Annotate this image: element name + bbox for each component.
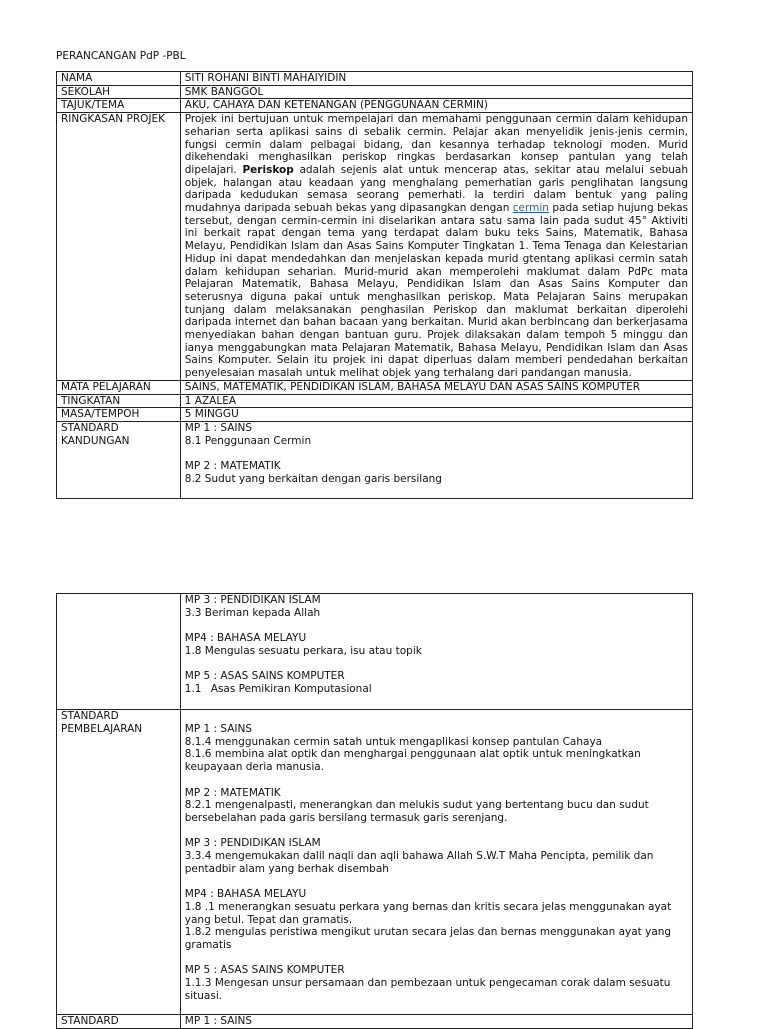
table-row-pembelajaran [57,710,693,1015]
mp-item: 8.1.6 membina alat optik dan menghargai penggunaan alat optik untuk meningkatkan keupayaan deria manusia. [184,748,641,774]
mp-title: MP4 : BAHASA MELAYU [184,888,307,901]
table-row-masa [57,408,693,422]
tajuk-label: TAJUK/TEMA [57,99,181,113]
table-row-mata [57,380,693,394]
mata-label: MATA PELAJARAN [57,380,181,394]
empty-label-cell [57,594,181,710]
standard-kandungan-value [180,421,692,498]
mp-title: MP 2 : MATEMATIK [184,786,281,799]
mp-item: 8.1.4 menggunakan cermin satah untuk mengaplikasi konsep pantulan Cahaya [184,735,603,748]
mp-title: MP 5 : ASAS SAINS KOMPUTER [184,964,345,977]
standard-kandungan-label [57,421,181,498]
mp-title: MP 5 : ASAS SAINS KOMPUTER [184,670,345,683]
cermin-link[interactable]: cermin [512,202,549,215]
table-row-standard-kandungan [57,421,693,498]
label-line: STANDARD [61,421,119,434]
plan-table-2 [56,593,693,1029]
label-line: KANDUNGAN [61,434,130,447]
ringkasan-label: RINGKASAN PROJEK [57,113,181,381]
mp-item: 8.1 Penggunaan Cermin [184,434,312,447]
kandungan-cont-value [180,594,692,710]
mp-item: 1.8.2 mengulas peristiwa mengikut urutan secara jelas dan bernas menggunakan ayat yang gramatis [184,926,672,951]
table-row-tingkatan [57,394,693,408]
mp-item: 1.8 .1 menerangkan sesuatu perkara yang bernas dan kritis secara jelas menggunakan ayat yang betul. Tepat dan gramatis. [184,900,672,926]
next-standard-value: MP 1 : SAINS [180,1015,692,1029]
pembelajaran-label [57,710,181,1015]
ringkasan-part1: Projek ini bertujuan untuk mempelajari dan memahami penggunaan cermin dalam kehidupan seharian serta aplikasi sains di sebalik cermin. Pelajar akan menyelidik jenis-jenis cermin, fungsi cermin dalam pelbagai bidang, dan kesannya terhadap teknologi moden. Murid dikehendaki menghasilkan periskop ringkas berdasarkan konsep pantulan yang telah dipelajari. [184,113,688,176]
item-number: 1.1 [184,682,202,695]
label-line: STANDARD [61,710,119,722]
plan-table-1 [56,71,693,499]
table-row-tajuk [57,99,693,113]
next-standard-label: STANDARD [57,1015,181,1029]
tingkatan-label: TINGKATAN [57,394,181,408]
mp-item: 3.3.4 mengemukakan dalil naqli dan aqli bahawa Allah S.W.T Maha Pencipta, pemilik dan pentadbir alam yang berhak disembah [184,850,654,875]
tajuk-value: AKU, CAHAYA DAN KETENANGAN (PENGGUNAAN CERMIN) [180,99,692,113]
pembelajaran-value [180,710,692,1015]
mp-title: MP 3 : PENDIDIKAN ISLAM [184,837,321,850]
document-title: PERANCANGAN PdP -PBL [56,50,186,62]
label-line: PEMBELAJARAN [61,722,143,735]
sekolah-value: SMK BANGGOL [180,85,692,99]
ringkasan-text [180,113,692,381]
table-row-ringkasan [57,113,693,381]
mp-title: MP 1 : SAINS [184,421,253,434]
mp-item: 3.3 Beriman kepada Allah [184,606,321,619]
mp-title: MP 1 : SAINS [184,723,253,735]
mp-title: MP 3 : PENDIDIKAN ISLAM [184,594,321,606]
mp-item [185,683,688,696]
mp-item: 8.2.1 mengenalpasti, menerangkan dan melukis sudut yang bertentang bucu dan sudut bersebelahan pada garis bersilang termasuk garis serenjang. [184,799,649,824]
mp-item: 1.1.3 Mengesan unsur persamaan dan pembezaan untuk pengecaman corak dalam sesuatu situasi. [184,977,671,1002]
ringkasan-bold: Periskop [242,163,294,176]
mp-title: MP4 : BAHASA MELAYU [184,632,307,645]
nama-value: SITI ROHANI BINTI MAHAIYIDIN [180,72,692,86]
table-row-next-standard [57,1015,693,1029]
table-row-nama [57,72,693,86]
mata-value: SAINS, MATEMATIK, PENDIDIKAN ISLAM, BAHASA MELAYU DAN ASAS SAINS KOMPUTER [180,380,692,394]
nama-label: NAMA [57,72,181,86]
ringkasan-part2: adalah sejenis alat untuk mencerap atas, sekitar atau melalui sebuah objek, halangan atau keadaan yang menghalang pemerhatian garis penglihatan langsung daripada kedudukan semasa seorang pemerhati. Ia terdiri dalam bentuk yang paling mudahnya daripada sebuah bekas yang dipasangkan dengan [184,163,688,215]
table-row-sekolah [57,85,693,99]
mp-item: 1.8 Mengulas sesuatu perkara, isu atau topik [184,644,422,657]
table-row-kandungan-cont [57,594,693,710]
ringkasan-part3: pada setiap hujung bekas tersebut, dengan cermin-cermin ini diselarikan antara satu sama lain pada sudut 45° Aktiviti ini berkait rapat dengan tema yang terdapat dalam buku teks Sains, Matematik, Bahasa Melayu, Pendidikan Islam dan Asas Sains Komputer Tingkatan 1. Tema Tenaga dan Kelestarian Hidup ini dapat mendedahkan dan menjelaskan kepada murid gtentang aplikasi cermin satah dalam kehidupan seharian. Murid-murid akan memperolehi maklumat dalam PdPc mata Pelajaran Matematik, Bahasa Melayu, Pendidikan Islam dan Asas Sains Komputer dan seterusnya diguna pakai untuk menghasilkan periskop. Mata Pelajaran Sains merupakan tunjang dalam melaksanakan penghasilan Periskop dan maklumat berkaitan diperolehi daripada internet dan bahan bacaan yang berkaitan. Murid akan berbincang dan berkerjasama menyediakan bahan dengan bantuan guru. Projek dilaksakan dalam tempoh 5 minggu dan ianya menggabungkan mata Pelajaran Matematik, Bahasa Melayu, Pendidikan Islam dan Asas Sains Komputer. Selain itu projek ini dapat diperluas dalam memberi pendedahan berkaitan penyelesaian masalah untuk melihat objek yang terhalang dari pandangan manusia. [184,202,688,380]
sekolah-label: SEKOLAH [57,85,181,99]
tingkatan-value: 1 AZALEA [180,394,692,408]
mp-title: MP 2 : MATEMATIK [184,460,281,473]
item-text: Asas Pemikiran Komputasional [210,682,372,695]
mp-item: 8.2 Sudut yang berkaitan dengan garis bersilang [184,472,442,485]
masa-label: MASA/TEMPOH [57,408,181,422]
masa-value: 5 MINGGU [180,408,692,422]
